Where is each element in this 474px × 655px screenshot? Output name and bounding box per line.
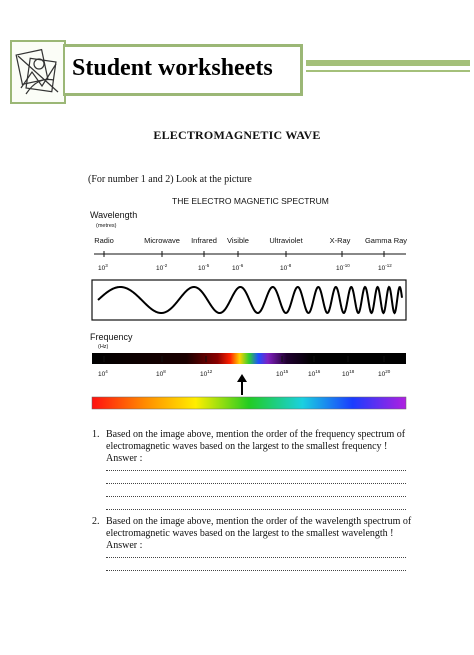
frequency-label: Frequency — [90, 332, 133, 342]
band-label: Gamma Ray — [364, 236, 408, 245]
question-1-answer-line[interactable] — [106, 483, 406, 484]
figure-title: THE ELECTRO MAGNETIC SPECTRUM — [172, 196, 329, 206]
question-2-answer-line[interactable] — [106, 570, 406, 571]
wavelength-tick-label: $10^{-12}$ — [378, 263, 392, 272]
question-2-number: 2. — [92, 516, 100, 527]
instruction-text: (For number 1 and 2) Look at the picture — [88, 174, 252, 185]
question-1-answer-line[interactable] — [106, 470, 406, 471]
up-arrow-icon — [237, 374, 247, 382]
band-label: X-Ray — [329, 236, 351, 245]
band-label: Radio — [94, 236, 114, 245]
wavelength-unit: (metres) — [96, 223, 117, 229]
question-1-text-line2: electromagnetic waves based on the largest to the smallest frequency ! — [106, 441, 388, 452]
question-2-answer-line[interactable] — [106, 557, 406, 558]
sketch-icon — [12, 42, 64, 102]
frequency-tick-label: $10^{18}$ — [342, 369, 355, 378]
header-divider — [306, 60, 470, 66]
wavelength-label: Wavelength — [90, 210, 138, 220]
visible-spectrum-strip — [92, 397, 406, 409]
question-1-answer-line[interactable] — [106, 496, 406, 497]
header-divider-thin — [306, 70, 470, 72]
question-2-answer-label: Answer : — [106, 540, 143, 551]
document-title: ELECTROMAGNETIC WAVE — [153, 128, 321, 142]
question-1-text-line1: Based on the image above, mention the order of the frequency spectrum of — [106, 429, 406, 440]
frequency-bar — [92, 353, 406, 364]
wavelength-tick-label: $10^{-10}$ — [336, 263, 350, 272]
worksheet-logo — [10, 40, 66, 104]
frequency-tick-label: $10^8$ — [156, 369, 166, 378]
wavelength-tick-label: $10^3$ — [98, 263, 108, 272]
band-label: Infrared — [191, 236, 217, 245]
wavelength-tick-label: $10^{-8}$ — [280, 263, 292, 272]
frequency-tick-label: $10^4$ — [98, 369, 108, 378]
question-1-number: 1. — [92, 429, 100, 440]
frequency-unit: (Hz) — [98, 344, 109, 350]
question-2-text-line2: electromagnetic waves based on the largest to the smallest wavelength ! — [106, 528, 394, 539]
wavelength-tick-label: $10^{-5}$ — [198, 263, 210, 272]
question-1-answer-label: Answer : — [106, 453, 143, 464]
band-label: Ultraviolet — [269, 236, 303, 245]
electromagnetic-spectrum-figure — [86, 190, 416, 412]
frequency-tick-label: $10^{12}$ — [200, 369, 213, 378]
frequency-tick-label: $10^{16}$ — [308, 369, 321, 378]
frequency-tick-label: $10^{15}$ — [276, 369, 289, 378]
wavelength-tick-label: $10^{-2}$ — [156, 263, 168, 272]
question-2-text-line1: Based on the image above, mention the order of the wavelength spectrum of — [106, 516, 412, 527]
band-label: Microwave — [144, 236, 180, 245]
wavelength-tick-label: $10^{-6}$ — [232, 263, 244, 272]
band-label: Visible — [227, 236, 249, 245]
worksheet-title: Student worksheets — [72, 55, 273, 81]
question-1-answer-line[interactable] — [106, 509, 406, 510]
frequency-tick-label: $10^{20}$ — [378, 369, 391, 378]
